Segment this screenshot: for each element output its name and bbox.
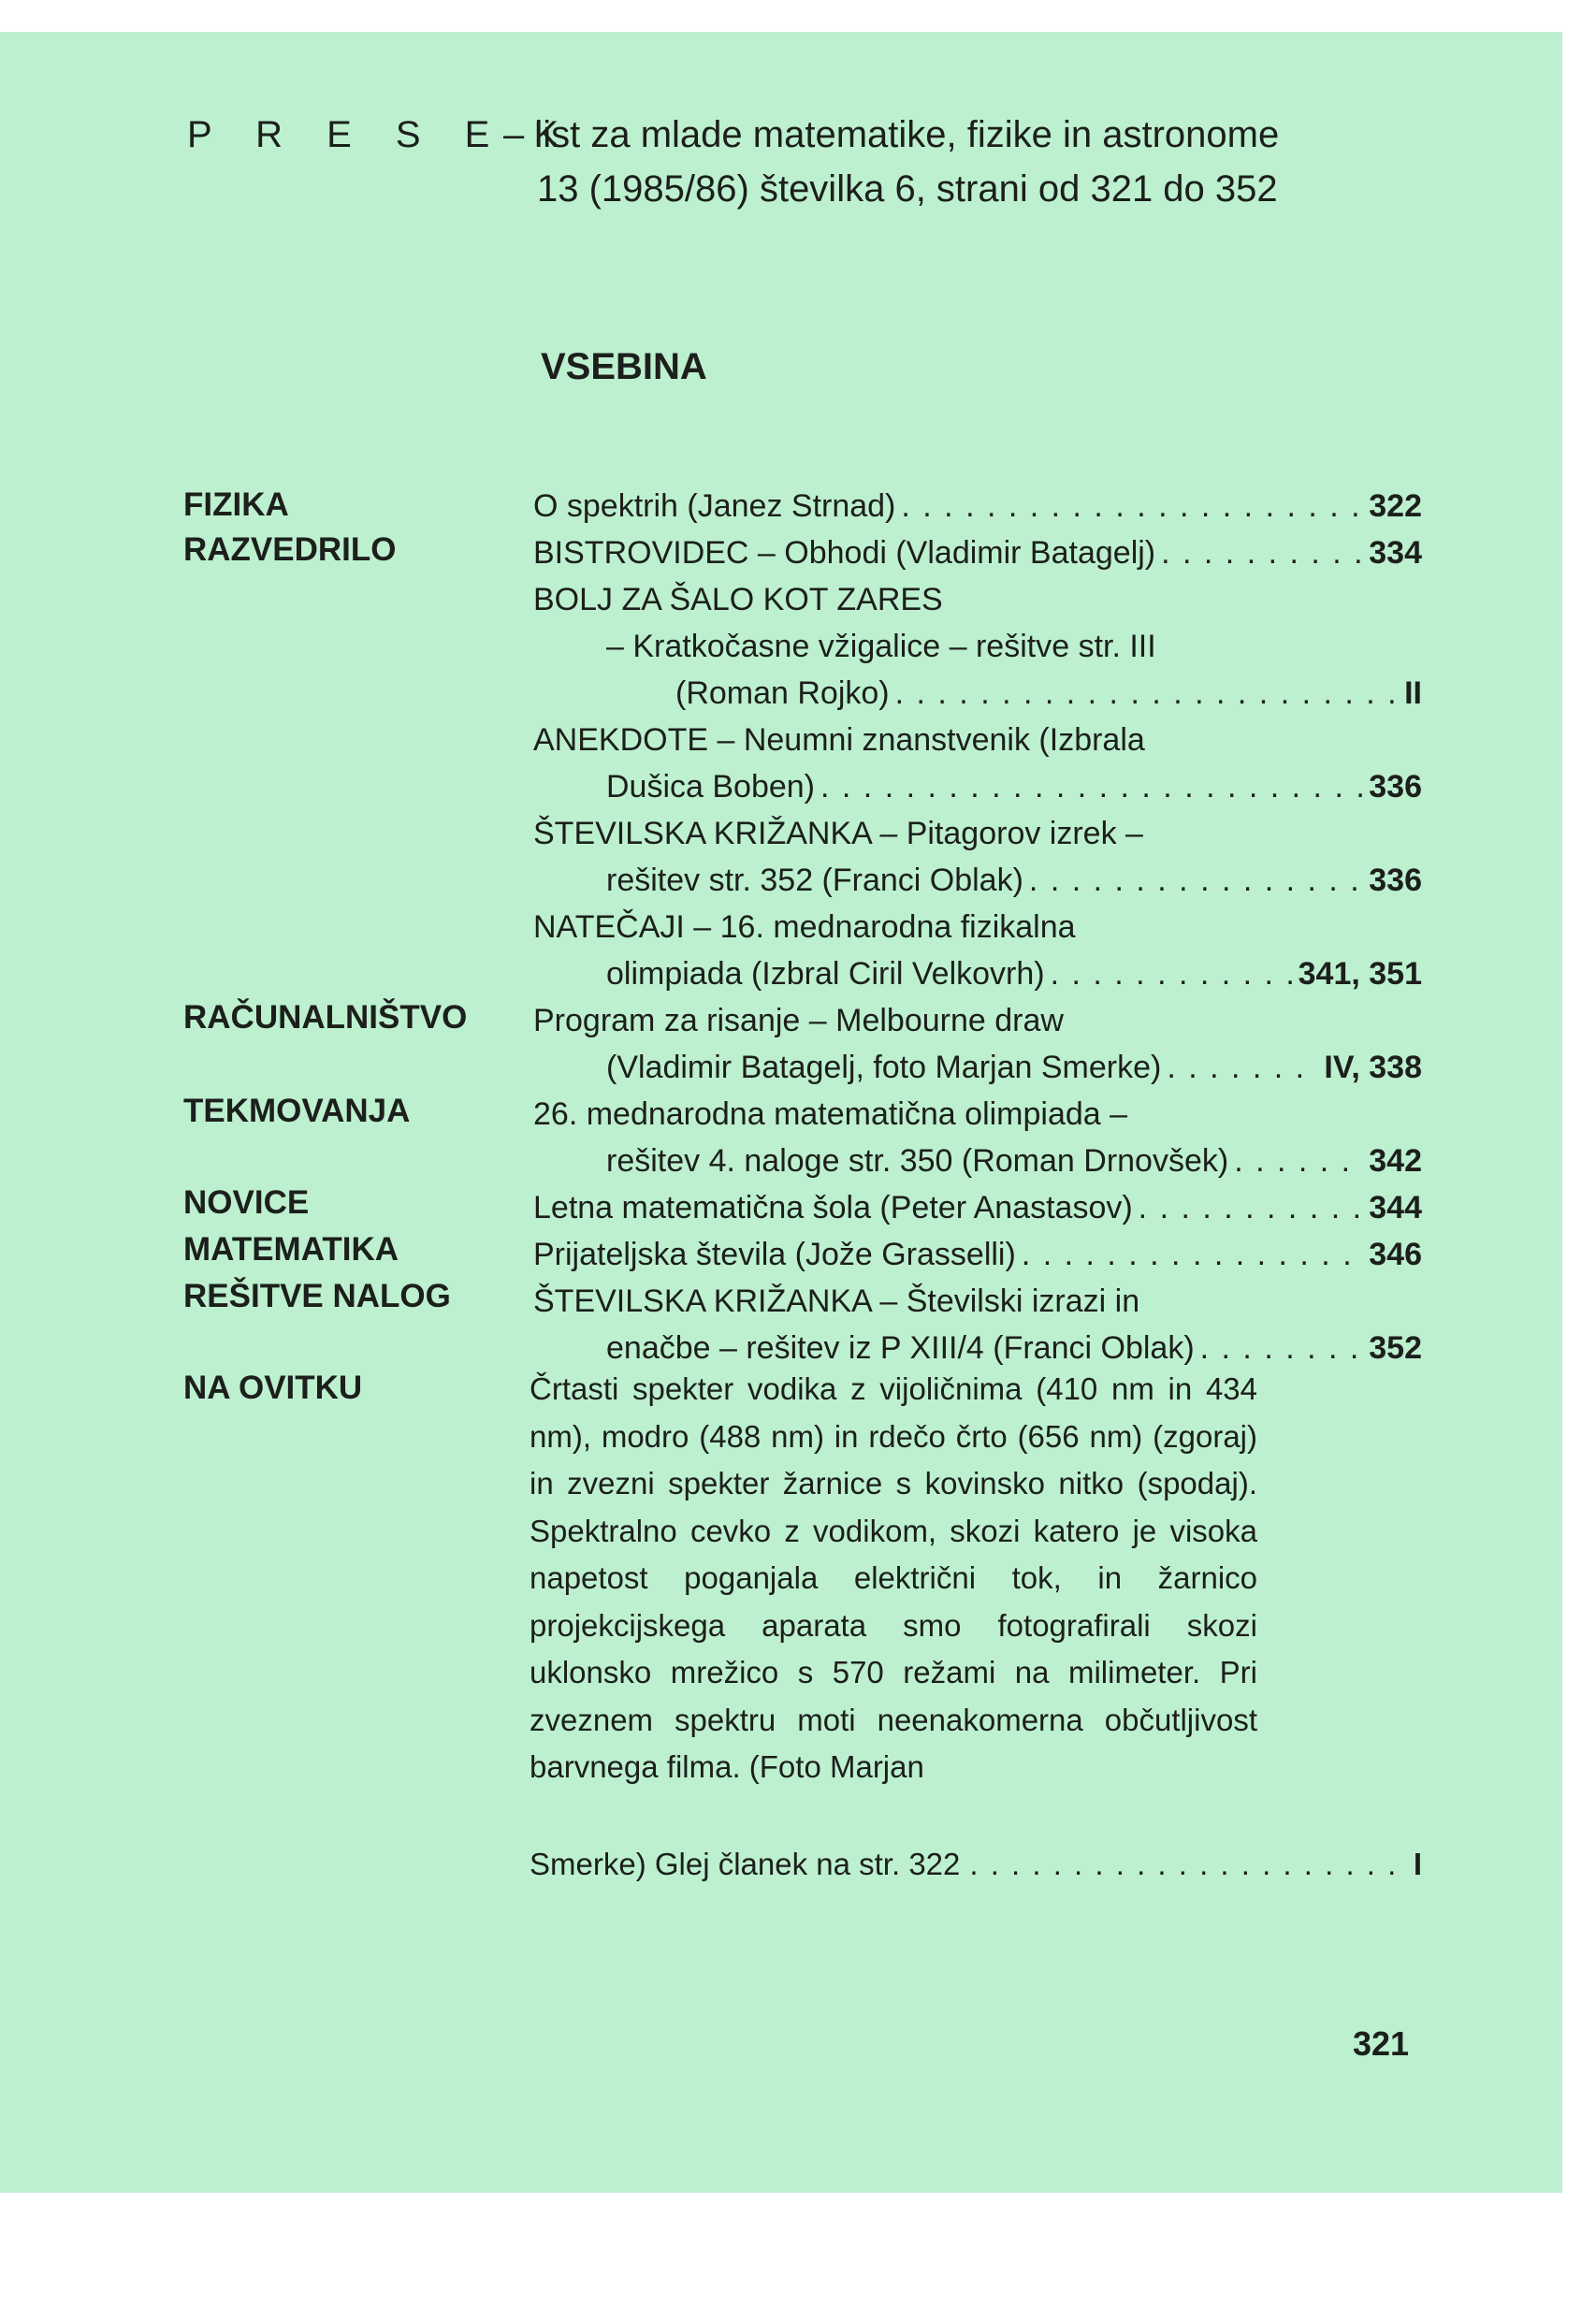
- toc-entry-text: rešitev 4. naloge str. 350 (Roman Drnovšek): [606, 1143, 1229, 1179]
- leader-dots: [901, 483, 1363, 529]
- toc-entry-page: 346: [1369, 1237, 1422, 1272]
- toc-entry: [533, 576, 1422, 623]
- section-resitve-nalog: REŠITVE NALOG: [183, 1278, 451, 1314]
- page-number: 321: [1353, 2024, 1410, 2063]
- section-novice: NOVICE: [183, 1184, 310, 1221]
- toc-entry-text: BISTROVIDEC – Obhodi (Vladimir Batagelj): [533, 535, 1156, 571]
- toc-entry-continued: [606, 1138, 1422, 1184]
- toc-entry-page: 322: [1369, 488, 1422, 524]
- leader-dots: [1167, 1044, 1318, 1091]
- toc-entry: [533, 529, 1422, 576]
- toc-entry: [533, 1184, 1422, 1231]
- leader-dots: [1022, 1231, 1363, 1278]
- toc-title: VSEBINA: [541, 346, 707, 387]
- toc-entry-continued: [606, 950, 1422, 997]
- toc-entry-text: Program za risanje – Melbourne draw: [533, 1003, 1064, 1038]
- toc-entry-page: IV, 338: [1324, 1050, 1422, 1085]
- section-razvedrilo: RAZVEDRILO: [183, 531, 397, 568]
- toc-entry-text: (Vladimir Batagelj, foto Marjan Smerke): [606, 1050, 1162, 1085]
- toc-entry-text: ŠTEVILSKA KRIŽANKA – Številski izrazi in: [533, 1283, 1140, 1319]
- toc-entry-continued: [675, 670, 1422, 717]
- toc-entry: [606, 623, 1422, 670]
- cover-description-end: Smerke) Glej članek na str. 322: [530, 1847, 961, 1881]
- section-tekmovanja: TEKMOVANJA: [183, 1093, 411, 1129]
- toc-entry-text: – Kratkočasne vžigalice – rešitve str. III: [606, 629, 1156, 664]
- toc-entry-page: 342: [1369, 1143, 1422, 1179]
- leader-dots: [1161, 529, 1363, 576]
- toc-entry-text: ANEKDOTE – Neumni znanstvenik (Izbrala: [533, 722, 1145, 758]
- toc-entry-page: 336: [1369, 769, 1422, 805]
- leader-dots: [1029, 857, 1363, 904]
- toc-entry-text: Dušica Boben): [606, 769, 816, 805]
- toc-entry-page: 336: [1369, 863, 1422, 898]
- toc-entry-page: 352: [1369, 1330, 1422, 1366]
- toc-entry: [533, 810, 1422, 857]
- cover-page: I: [1413, 1847, 1422, 1881]
- toc-entry-text: Prijateljska števila (Jože Grasselli): [533, 1237, 1016, 1272]
- cover-description-last-line: [530, 1841, 1422, 1888]
- toc-entry-text: 26. mednarodna matematična olimpiada –: [533, 1096, 1128, 1132]
- toc-entry-text: Letna matematična šola (Peter Anastasov): [533, 1190, 1133, 1225]
- toc-entry-continued: [606, 1325, 1422, 1371]
- toc-entry-text: BOLJ ZA ŠALO KOT ZARES: [533, 582, 943, 617]
- toc-entry-text: O spektrih (Janez Strnad): [533, 488, 896, 524]
- toc-entry: [533, 1278, 1422, 1325]
- section-na-ovitku: NA OVITKU: [183, 1370, 363, 1406]
- leader-dots: [820, 763, 1363, 810]
- toc-entry-text: ŠTEVILSKA KRIŽANKA – Pitagorov izrek –: [533, 816, 1143, 851]
- toc-entry-page: 344: [1369, 1190, 1422, 1225]
- toc-entry: [533, 483, 1422, 529]
- leader-dots: [1200, 1325, 1364, 1371]
- toc-entry-continued: [606, 1044, 1422, 1091]
- leader-dots: [1051, 950, 1293, 997]
- journal-subtitle: – list za mlade matematike, fizike in astronome: [503, 114, 1280, 155]
- toc-entry: [533, 1231, 1422, 1278]
- journal-name: P R E S E K: [187, 114, 576, 155]
- leader-dots: [969, 1841, 1403, 1888]
- toc-entry: [533, 1091, 1422, 1138]
- issue-info: 13 (1985/86) številka 6, strani od 321 do 352: [537, 168, 1278, 210]
- leader-dots: [895, 670, 1399, 717]
- toc-entry-text: rešitev str. 352 (Franci Oblak): [606, 863, 1023, 898]
- cover-description: Črtasti spekter vodika z vijoličnima (410 nm in 434 nm), modro (488 nm) in rdečo črto (656 nm) (zgoraj) in zvezni spekter žarnice s kovinsko nitko (spodaj). Spektralno cevko z vodikom, skozi katero je visoka napetost poganjala električni tok, in žarnico projekcijskega aparata smo fotografirali skozi uklonsko mrežico s 570 režami na milimeter. Pri zveznem spektru moti neenakomerna občutljivost barvnega filma. (Foto Marjan: [530, 1371, 1257, 1784]
- toc-entry-page: 341, 351: [1298, 956, 1422, 992]
- toc-entry: [533, 717, 1422, 763]
- toc-entry-text: NATEČAJI – 16. mednarodna fizikalna: [533, 909, 1076, 945]
- leader-dots: [1139, 1184, 1364, 1231]
- toc-entry-continued: [606, 763, 1422, 810]
- toc-entry: [533, 904, 1422, 950]
- toc-entry: [533, 997, 1422, 1044]
- section-matematika: MATEMATIKA: [183, 1231, 399, 1268]
- toc-entry-text: olimpiada (Izbral Ciril Velkovrh): [606, 956, 1045, 992]
- section-fizika: FIZIKA: [183, 486, 289, 523]
- toc-entry-text: (Roman Rojko): [675, 675, 890, 711]
- toc-entry-page: 334: [1369, 535, 1422, 571]
- leader-dots: [1234, 1138, 1363, 1184]
- toc-entry-text: enačbe – rešitev iz P XIII/4 (Franci Oblak): [606, 1330, 1195, 1366]
- section-racunalnistvo: RAČUNALNIŠTVO: [183, 999, 468, 1036]
- toc-entry-page: II: [1404, 675, 1422, 711]
- toc-entry-continued: [606, 857, 1422, 904]
